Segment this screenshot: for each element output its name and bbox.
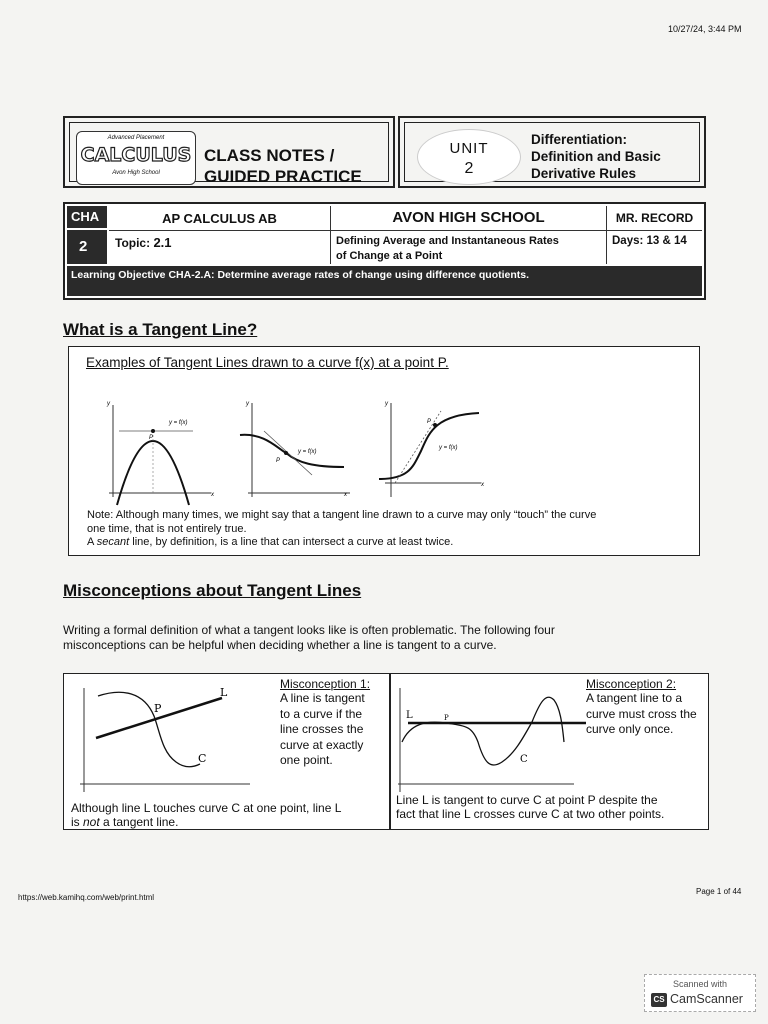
graph3-y-label: y (385, 401, 388, 407)
misconception1-title: Misconception 1: (280, 677, 371, 691)
note-line3 (87, 536, 687, 550)
note-line1: Note: Although many times, we might say that a tangent line drawn to a curve may only “touch” the curve (87, 509, 597, 521)
topic-value: 2.1 (153, 235, 172, 250)
tangent-graph-1 (99, 397, 219, 507)
graph1-p-label: P (149, 435, 154, 441)
cha-code: CHA (67, 206, 107, 228)
teacher-name: MR. RECORD (615, 211, 694, 225)
m2-caption-line1: Line L is tangent to curve C at point P despite the (396, 793, 658, 807)
topic (109, 230, 331, 264)
m1-P-label: P (154, 702, 162, 715)
camscanner-watermark (644, 974, 756, 1012)
topic-description (331, 230, 607, 264)
graph2-point (284, 451, 288, 455)
m1-L-label: L (220, 686, 228, 699)
tangent-examples-box (68, 346, 700, 556)
graph3-p-label: P (427, 419, 432, 425)
m2-text-line: curve must cross the (586, 706, 697, 721)
unit-title (531, 131, 661, 182)
misconceptions-divider (389, 674, 391, 829)
topic-desc-line1: Defining Average and Instantaneous Rates (336, 235, 559, 247)
graph2-p-label: P (276, 458, 281, 464)
unit-title-line2: Definition and Basic (531, 149, 661, 164)
tangent-graph-2 (234, 397, 354, 507)
class-notes-line2: GUIDED PRACTICE (204, 167, 362, 186)
note-line3-pre: A (87, 536, 97, 548)
m1-caption-line1: Although line L touches curve C at one point, line L (71, 801, 342, 815)
graph2-x-label: x (344, 492, 347, 498)
m2-L-label: L (406, 710, 413, 721)
graph1-point (151, 429, 155, 433)
tangent-heading: What is a Tangent Line? (63, 320, 258, 339)
misconception1-diagram (74, 680, 280, 792)
school-name: AVON HIGH SCHOOL (331, 206, 607, 230)
m1-text-line: one point. (280, 753, 333, 767)
graph3-point (433, 423, 437, 427)
footer-url: https://web.kamihq.com/web/print.html (18, 893, 155, 902)
graph2-fx-label: y = f(x) (298, 449, 317, 455)
tangent-note (87, 509, 687, 550)
intro-line2: misconceptions can be helpful when deciding whether a line is tangent to a curve. (63, 638, 497, 652)
m1-text-line: line crosses the (280, 722, 364, 736)
m1-text-line: to a curve if the (280, 706, 363, 721)
page-number: Page 1 of 44 (696, 887, 742, 896)
note-line3-em: secant (96, 536, 130, 548)
m1-caption-em: not (83, 815, 100, 829)
logo-top-text: Advanced Placement (107, 135, 165, 141)
learning-objective: Learning Objective CHA-2.A: Determine average rates of change using difference quotients. (67, 266, 702, 296)
m2-caption-line2: fact that line L crosses curve C at two other points. (396, 807, 665, 821)
m1-caption-post: a tangent line. (99, 815, 179, 829)
m2-text-line: curve only once. (586, 722, 674, 736)
graph3-x-label: x (481, 482, 484, 488)
m1-caption-pre: is (71, 815, 83, 829)
calculus-logo (76, 131, 196, 185)
misconceptions-box (63, 673, 709, 830)
unit-number: 2 (464, 160, 474, 177)
misconceptions-heading: Misconceptions about Tangent Lines (63, 581, 362, 600)
intro-line1: Writing a formal definition of what a tangent looks like is often problematic. The following four (63, 623, 555, 637)
scanner-name: CamScanner (670, 992, 743, 1006)
graph1-x-label: x (211, 492, 214, 498)
tangent-graph-3 (369, 397, 489, 507)
course-info-table (63, 202, 706, 300)
class-notes-header (63, 116, 395, 188)
graph2-curve (240, 435, 344, 467)
unit-title-line1: Differentiation: (531, 132, 627, 147)
days: Days: 13 & 14 (607, 230, 702, 264)
graph1-y-label: y (107, 401, 110, 407)
topic-label: Topic: (115, 236, 151, 250)
m1-text-line: curve at exactly (280, 737, 364, 752)
logo-main-text: CALCULUS (80, 144, 192, 166)
graph3-tangent (395, 411, 441, 483)
m2-P-label: P (444, 714, 449, 722)
m1-curve-C (98, 692, 200, 767)
course-name: AP CALCULUS AB (109, 206, 331, 230)
misconception2-text (586, 691, 697, 738)
note-line3-post: line, by definition, is a line that can intersect a curve at least twice. (129, 536, 454, 548)
misconception1-caption (71, 801, 341, 829)
examples-title: Examples of Tangent Lines drawn to a curve f(x) at a point P. (86, 355, 449, 370)
graph2-y-label: y (246, 401, 249, 407)
unit-label: UNIT (449, 140, 489, 157)
m2-text-line: A tangent line to a (586, 691, 683, 705)
camscanner-logo-icon: CS (651, 993, 667, 1007)
print-timestamp: 10/27/24, 3:44 PM (668, 24, 742, 34)
unit-header (398, 116, 706, 188)
graph3-fx-label: y = f(x) (439, 445, 458, 451)
m1-C-label: C (198, 752, 207, 765)
m1-caption-line2 (71, 815, 341, 829)
note-line2: one time, that is not entirely true. (87, 522, 247, 535)
class-notes-title (204, 145, 362, 187)
unit-title-line3: Derivative Rules (531, 166, 637, 181)
topic-desc-line2: of Change at a Point (336, 250, 443, 262)
misconception1-text (280, 691, 365, 769)
scanner-top-text: Scanned with (672, 979, 728, 989)
graph1-fx-label: y = f(x) (169, 420, 188, 426)
m2-curve-C (402, 697, 564, 765)
m1-text-line: A line is tangent (280, 691, 365, 705)
unit-code-number: 2 (67, 230, 107, 264)
misconception2-caption (396, 793, 664, 821)
logo-sub-text: Avon High School (112, 170, 160, 176)
unit-badge (417, 129, 521, 185)
misconception2-diagram (396, 682, 586, 792)
misconception2-title: Misconception 2: (586, 677, 677, 691)
class-notes-line1: CLASS NOTES / (204, 146, 335, 165)
misconceptions-intro (63, 623, 703, 653)
m2-C-label: C (520, 754, 528, 765)
